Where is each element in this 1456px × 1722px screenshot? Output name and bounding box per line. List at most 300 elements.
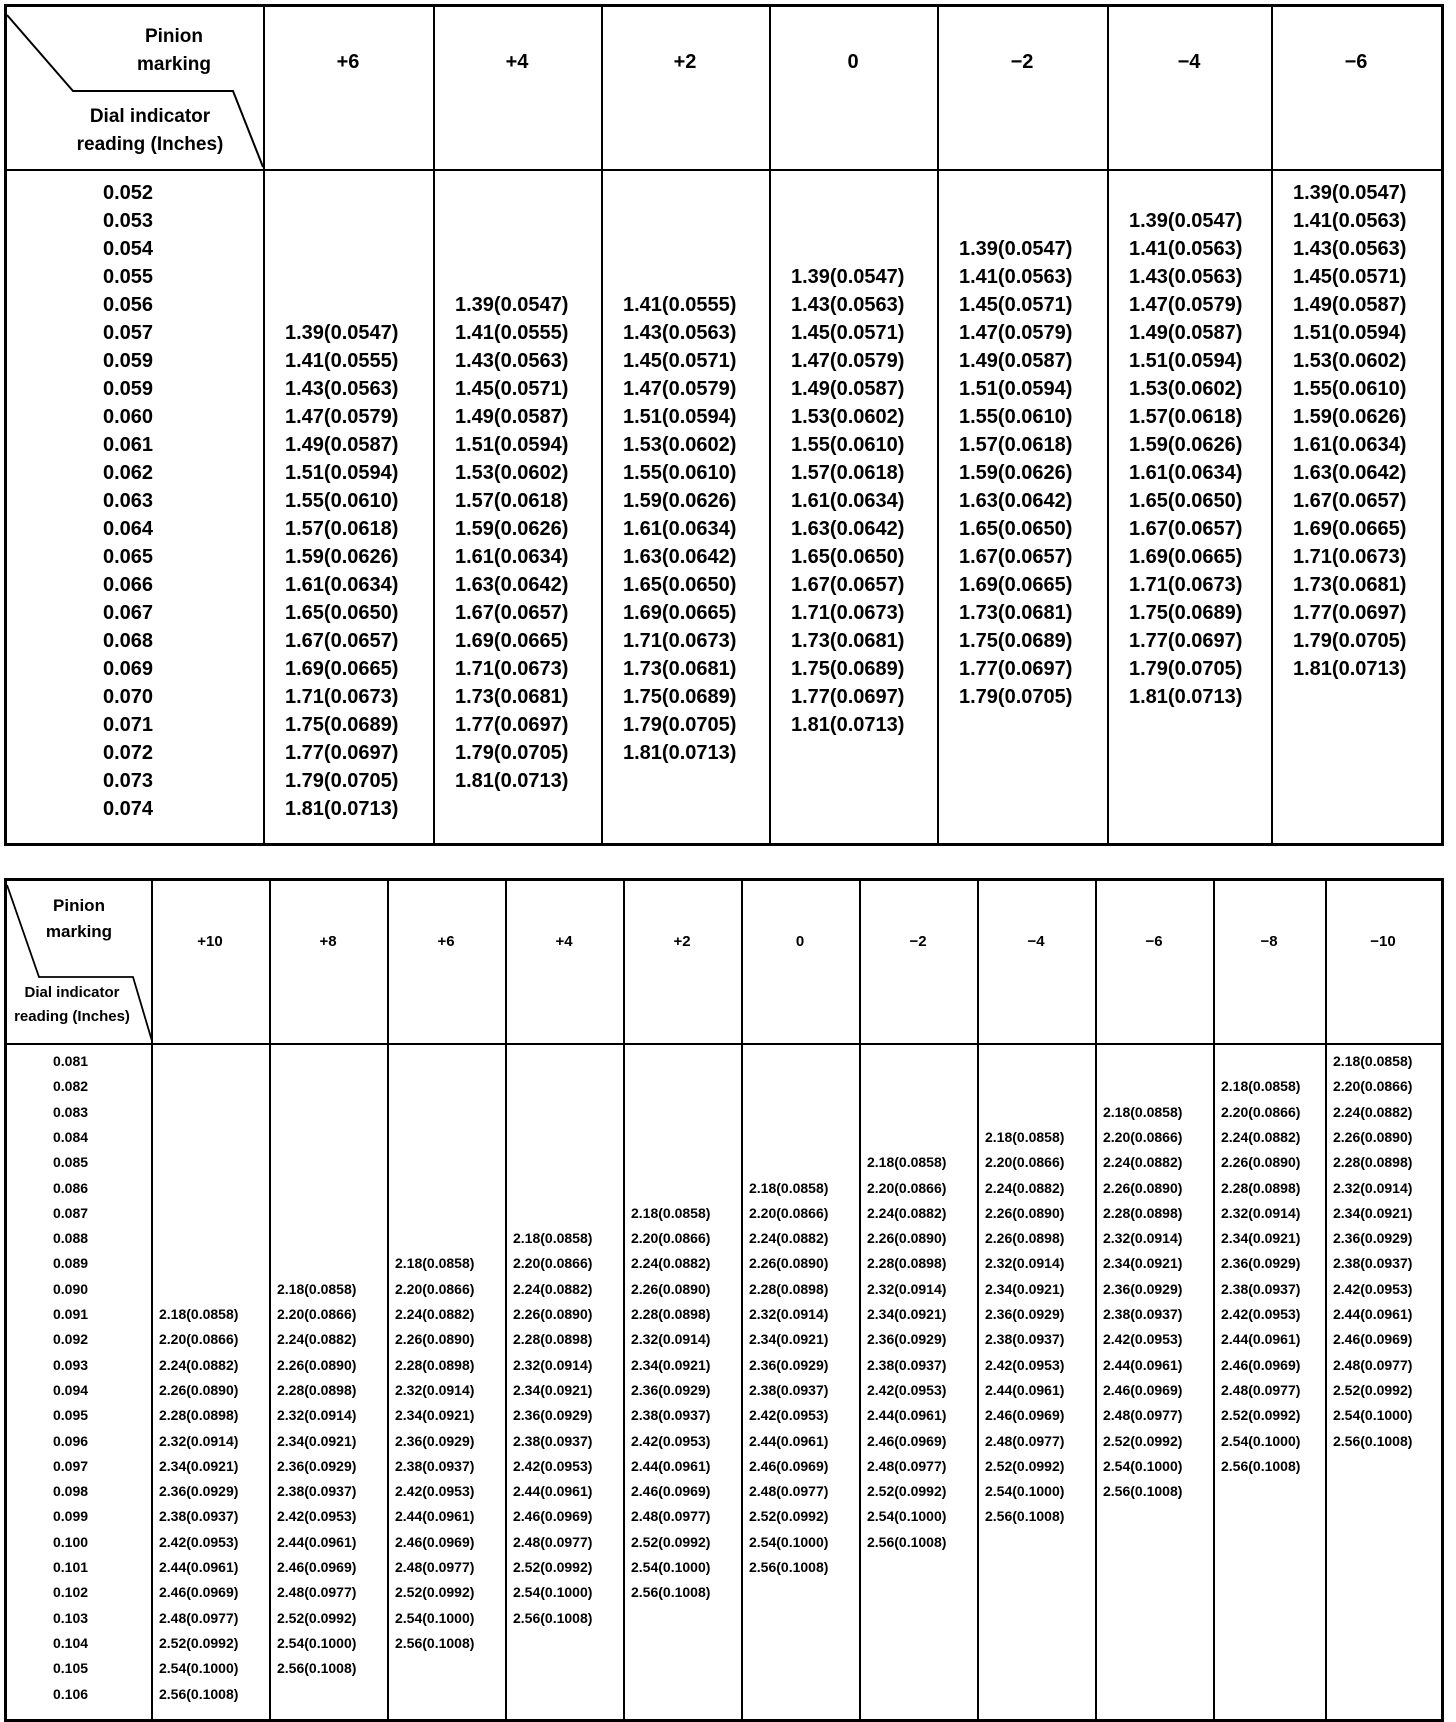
cell-value: 2.56(0.1008) — [395, 1634, 475, 1651]
cell-value: 2.26(0.0890) — [159, 1381, 239, 1398]
cell-value: 2.28(0.0898) — [1221, 1179, 1301, 1196]
dial-indicator-reading: 0.064 — [103, 518, 154, 540]
dial-indicator-reading: 0.085 — [53, 1154, 89, 1171]
cell-value: 2.38(0.0937) — [1103, 1306, 1183, 1322]
column-header-pinion-marking: +6 — [437, 933, 455, 950]
cell-value: 2.48(0.0977) — [513, 1533, 593, 1550]
cell-value: 1.49(0.0587) — [959, 350, 1073, 372]
cell-value: 2.56(0.1008) — [631, 1584, 711, 1601]
cell-value: 2.36(0.0929) — [395, 1432, 475, 1449]
cell-value: 2.56(0.1008) — [749, 1559, 829, 1575]
cell-value: 1.41(0.0555) — [455, 322, 569, 344]
cell-value: 2.52(0.0992) — [631, 1533, 711, 1550]
cell-value: 1.59(0.0626) — [1293, 406, 1407, 428]
cell-value: 2.56(0.1008) — [867, 1533, 947, 1550]
cell-value: 2.26(0.0890) — [513, 1306, 593, 1322]
dial-indicator-reading: 0.061 — [103, 434, 154, 456]
cell-value: 2.52(0.0992) — [277, 1609, 357, 1626]
column-header-pinion-marking: +2 — [673, 51, 697, 73]
cell-value: 2.26(0.0890) — [277, 1356, 357, 1373]
cell-value: 1.43(0.0563) — [1129, 266, 1243, 288]
cell-value: 2.34(0.0921) — [277, 1432, 357, 1449]
cell-value: 2.44(0.0961) — [1103, 1356, 1183, 1373]
cell-value: 2.52(0.0992) — [159, 1634, 239, 1651]
cell-value: 2.34(0.0921) — [867, 1306, 947, 1322]
cell-value: 2.24(0.0882) — [1221, 1128, 1301, 1145]
cell-value: 1.63(0.0642) — [1293, 462, 1407, 484]
corner-dial-indicator-reading: Dial indicator reading (Inches) — [76, 106, 224, 155]
cell-value: 2.24(0.0882) — [159, 1356, 239, 1373]
column-header-pinion-marking: 0 — [847, 51, 859, 73]
cell-value: 1.81(0.0713) — [791, 714, 905, 736]
cell-value: 1.57(0.0618) — [1129, 406, 1243, 428]
cell-value: 2.48(0.0977) — [277, 1584, 357, 1601]
cell-value: 2.44(0.0961) — [749, 1432, 829, 1449]
cell-value: 1.71(0.0673) — [623, 630, 737, 652]
dial-indicator-reading: 0.099 — [53, 1508, 89, 1525]
cell-value: 1.51(0.0594) — [1129, 350, 1243, 372]
table-header — [7, 881, 1441, 1045]
cell-value: 2.42(0.0953) — [159, 1533, 239, 1550]
cell-value: 2.42(0.0953) — [749, 1407, 829, 1424]
cell-value: 1.67(0.0657) — [455, 602, 569, 624]
dial-indicator-reading: 0.090 — [53, 1280, 89, 1297]
column-header-pinion-marking: −4 — [1027, 933, 1045, 950]
cell-value: 1.77(0.0697) — [1129, 630, 1243, 652]
cell-value: 2.28(0.0898) — [867, 1255, 947, 1272]
cell-value: 2.24(0.0882) — [1333, 1103, 1413, 1120]
cell-value: 2.32(0.0914) — [631, 1331, 711, 1348]
cell-value: 2.54(0.1000) — [1221, 1432, 1301, 1449]
cell-value: 2.46(0.0969) — [985, 1407, 1065, 1424]
dial-indicator-reading: 0.071 — [103, 714, 154, 736]
cell-value: 1.67(0.0657) — [959, 546, 1073, 568]
cell-value: 2.20(0.0866) — [513, 1255, 593, 1272]
cell-value: 1.51(0.0594) — [959, 378, 1073, 400]
cell-value: 2.24(0.0882) — [631, 1255, 711, 1272]
cell-value: 2.24(0.0882) — [277, 1331, 357, 1348]
cell-value: 1.79(0.0705) — [1293, 630, 1407, 652]
column-divider — [1325, 881, 1327, 1719]
dial-indicator-reading: 0.053 — [103, 210, 154, 232]
cell-value: 2.20(0.0866) — [1221, 1103, 1301, 1120]
cell-value: 2.54(0.1000) — [749, 1533, 829, 1550]
cell-value: 2.18(0.0858) — [513, 1230, 593, 1247]
column-header-pinion-marking: +4 — [555, 933, 573, 950]
cell-value: 2.48(0.0977) — [985, 1432, 1065, 1449]
cell-value: 1.59(0.0626) — [959, 462, 1073, 484]
cell-value: 1.53(0.0602) — [455, 462, 569, 484]
cell-value: 2.36(0.0929) — [631, 1381, 711, 1398]
cell-value: 1.63(0.0642) — [791, 518, 905, 540]
cell-value: 2.32(0.0914) — [1221, 1204, 1301, 1221]
cell-value: 1.77(0.0697) — [959, 658, 1073, 680]
cell-value: 2.56(0.1008) — [513, 1609, 593, 1626]
cell-value: 1.49(0.0587) — [285, 434, 399, 456]
cell-value: 1.79(0.0705) — [455, 742, 569, 764]
cell-value: 2.36(0.0929) — [159, 1483, 239, 1500]
cell-value: 2.34(0.0921) — [631, 1356, 711, 1373]
cell-value: 1.67(0.0657) — [1129, 518, 1243, 540]
cell-value: 1.73(0.0681) — [959, 602, 1073, 624]
cell-value: 2.28(0.0898) — [395, 1356, 475, 1373]
dial-indicator-reading: 0.105 — [53, 1660, 89, 1677]
cell-value: 1.59(0.0626) — [1129, 434, 1243, 456]
cell-value: 2.54(0.1000) — [985, 1483, 1065, 1500]
cell-value: 1.43(0.0563) — [791, 294, 905, 316]
cell-value: 2.36(0.0929) — [513, 1407, 593, 1424]
column-header-pinion-marking: 0 — [795, 933, 805, 950]
cell-value: 2.18(0.0858) — [749, 1179, 829, 1196]
cell-value: 2.34(0.0921) — [513, 1381, 593, 1398]
cell-value: 1.47(0.0579) — [1129, 294, 1243, 316]
cell-value: 2.26(0.0890) — [1333, 1128, 1413, 1145]
cell-value: 2.56(0.1008) — [159, 1685, 239, 1702]
cell-value: 1.73(0.0681) — [455, 686, 569, 708]
cell-value: 2.46(0.0969) — [631, 1483, 711, 1500]
cell-value: 2.36(0.0929) — [277, 1457, 357, 1474]
cell-value: 1.45(0.0571) — [455, 378, 569, 400]
cell-value: 2.20(0.0866) — [1103, 1128, 1183, 1145]
column-header-pinion-marking: −2 — [909, 933, 927, 950]
dial-indicator-reading: 0.066 — [103, 574, 154, 596]
cell-value: 1.45(0.0571) — [959, 294, 1073, 316]
cell-value: 1.75(0.0689) — [959, 630, 1073, 652]
column-divider — [433, 7, 435, 843]
cell-value: 2.28(0.0898) — [1333, 1154, 1413, 1171]
cell-value: 1.47(0.0579) — [959, 322, 1073, 344]
cell-value: 2.38(0.0937) — [867, 1356, 947, 1373]
cell-value: 1.53(0.0602) — [1293, 350, 1407, 372]
cell-value: 2.26(0.0890) — [631, 1280, 711, 1297]
cell-value: 1.45(0.0571) — [623, 350, 737, 372]
cell-value: 2.56(0.1008) — [277, 1660, 357, 1677]
cell-value: 1.69(0.0665) — [455, 630, 569, 652]
cell-value: 1.61(0.0634) — [1129, 462, 1243, 484]
cell-value: 2.44(0.0961) — [867, 1407, 947, 1424]
column-divider — [505, 881, 507, 1719]
cell-value: 2.34(0.0921) — [159, 1457, 239, 1474]
dial-indicator-reading: 0.094 — [53, 1381, 89, 1398]
dial-indicator-reading: 0.101 — [53, 1559, 89, 1575]
cell-value: 1.61(0.0634) — [285, 574, 399, 596]
cell-value: 1.41(0.0563) — [959, 266, 1073, 288]
cell-value: 2.52(0.0992) — [513, 1559, 593, 1575]
cell-value: 1.73(0.0681) — [791, 630, 905, 652]
cell-value: 2.24(0.0882) — [749, 1230, 829, 1247]
cell-value: 1.55(0.0610) — [623, 462, 737, 484]
cell-value: 1.61(0.0634) — [791, 490, 905, 512]
cell-value: 2.48(0.0977) — [749, 1483, 829, 1500]
cell-value: 2.42(0.0953) — [513, 1457, 593, 1474]
cell-value: 2.42(0.0953) — [395, 1483, 475, 1500]
cell-value: 1.63(0.0642) — [455, 574, 569, 596]
cell-value: 2.46(0.0969) — [1333, 1331, 1413, 1348]
cell-value: 2.38(0.0937) — [631, 1407, 711, 1424]
cell-value: 2.20(0.0866) — [985, 1154, 1065, 1171]
cell-value: 2.24(0.0882) — [985, 1179, 1065, 1196]
cell-value: 1.75(0.0689) — [1129, 602, 1243, 624]
column-divider — [1095, 881, 1097, 1719]
cell-value: 1.77(0.0697) — [1293, 602, 1407, 624]
cell-value: 2.32(0.0914) — [1333, 1179, 1413, 1196]
cell-value: 2.28(0.0898) — [631, 1306, 711, 1322]
cell-value: 1.47(0.0579) — [623, 378, 737, 400]
dial-indicator-reading: 0.091 — [53, 1306, 89, 1322]
cell-value: 2.54(0.1000) — [631, 1559, 711, 1575]
cell-value: 1.39(0.0547) — [1129, 210, 1243, 232]
dial-indicator-reading: 0.055 — [103, 266, 154, 288]
cell-value: 2.38(0.0937) — [159, 1508, 239, 1525]
cell-value: 1.41(0.0555) — [623, 294, 737, 316]
cell-value: 1.77(0.0697) — [791, 686, 905, 708]
cell-value: 1.57(0.0618) — [285, 518, 399, 540]
cell-value: 1.53(0.0602) — [1129, 378, 1243, 400]
cell-value: 1.55(0.0610) — [285, 490, 399, 512]
dial-indicator-reading: 0.062 — [103, 462, 154, 484]
cell-value: 1.43(0.0563) — [623, 322, 737, 344]
cell-value: 1.55(0.0610) — [1293, 378, 1407, 400]
cell-value: 2.28(0.0898) — [749, 1280, 829, 1297]
cell-value: 1.75(0.0689) — [285, 714, 399, 736]
cell-value: 1.65(0.0650) — [791, 546, 905, 568]
dial-indicator-reading: 0.102 — [53, 1584, 89, 1601]
cell-value: 2.28(0.0898) — [1103, 1204, 1183, 1221]
dial-indicator-reading: 0.054 — [103, 238, 154, 260]
cell-value: 1.61(0.0634) — [455, 546, 569, 568]
cell-value: 1.65(0.0650) — [959, 518, 1073, 540]
cell-value: 2.54(0.1000) — [513, 1584, 593, 1601]
column-header-pinion-marking: +4 — [505, 51, 529, 73]
cell-value: 2.46(0.0969) — [395, 1533, 475, 1550]
column-header-pinion-marking: −8 — [1260, 933, 1278, 950]
dial-indicator-reading: 0.084 — [53, 1128, 89, 1145]
cell-value: 1.75(0.0689) — [791, 658, 905, 680]
cell-value: 1.51(0.0594) — [455, 434, 569, 456]
cell-value: 2.24(0.0882) — [867, 1204, 947, 1221]
cell-value: 1.69(0.0665) — [1293, 518, 1407, 540]
cell-value: 2.34(0.0921) — [985, 1280, 1065, 1297]
cell-value: 2.42(0.0953) — [1103, 1331, 1183, 1348]
cell-value: 1.39(0.0547) — [791, 266, 905, 288]
cell-value: 2.32(0.0914) — [749, 1306, 829, 1322]
cell-value: 2.44(0.0961) — [395, 1508, 475, 1525]
cell-value: 2.28(0.0898) — [513, 1331, 593, 1348]
cell-value: 2.46(0.0969) — [1221, 1356, 1301, 1373]
cell-value: 2.26(0.0890) — [749, 1255, 829, 1272]
cell-value: 2.34(0.0921) — [395, 1407, 475, 1424]
dial-indicator-reading: 0.063 — [103, 490, 154, 512]
dial-indicator-reading: 0.106 — [53, 1685, 89, 1702]
cell-value: 2.20(0.0866) — [631, 1230, 711, 1247]
column-header-pinion-marking: −6 — [1344, 51, 1368, 73]
cell-value: 2.36(0.0929) — [1333, 1230, 1413, 1247]
cell-value: 1.67(0.0657) — [285, 630, 399, 652]
cell-value: 2.32(0.0914) — [985, 1255, 1065, 1272]
column-divider — [769, 7, 771, 843]
corner-pinion-marking: Pinion marking — [137, 26, 211, 75]
cell-value: 2.18(0.0858) — [1333, 1053, 1413, 1069]
cell-value: 1.81(0.0713) — [285, 798, 399, 820]
column-divider — [263, 7, 265, 843]
cell-value: 1.49(0.0587) — [455, 406, 569, 428]
cell-value: 2.32(0.0914) — [513, 1356, 593, 1373]
cell-value: 1.51(0.0594) — [623, 406, 737, 428]
cell-value: 1.65(0.0650) — [1129, 490, 1243, 512]
column-header-pinion-marking: +10 — [197, 933, 223, 950]
cell-value: 1.71(0.0673) — [455, 658, 569, 680]
column-divider — [269, 881, 271, 1719]
column-header-pinion-marking: −2 — [1010, 51, 1034, 73]
dial-indicator-reading: 0.103 — [53, 1609, 89, 1626]
cell-value: 2.44(0.0961) — [1333, 1306, 1413, 1322]
cell-value: 2.38(0.0937) — [513, 1432, 593, 1449]
cell-value: 2.38(0.0937) — [1333, 1255, 1413, 1272]
cell-value: 2.54(0.1000) — [395, 1609, 475, 1626]
cell-value: 2.38(0.0937) — [985, 1331, 1065, 1348]
dial-indicator-reading: 0.065 — [103, 546, 154, 568]
dial-indicator-reading: 0.052 — [103, 182, 154, 204]
cell-value: 2.52(0.0992) — [395, 1584, 475, 1601]
cell-value: 2.24(0.0882) — [513, 1280, 593, 1297]
cell-value: 1.39(0.0547) — [959, 238, 1073, 260]
cell-value: 2.44(0.0961) — [985, 1381, 1065, 1398]
cell-value: 2.48(0.0977) — [395, 1559, 475, 1575]
dial-indicator-reading: 0.086 — [53, 1179, 89, 1196]
cell-value: 1.49(0.0587) — [1129, 322, 1243, 344]
cell-value: 2.36(0.0929) — [1221, 1255, 1301, 1272]
cell-value: 2.56(0.1008) — [985, 1508, 1065, 1525]
dial-indicator-reading: 0.082 — [53, 1078, 89, 1095]
cell-value: 1.55(0.0610) — [791, 434, 905, 456]
cell-value: 1.51(0.0594) — [285, 462, 399, 484]
dial-indicator-reading: 0.070 — [103, 686, 154, 708]
dial-indicator-reading: 0.072 — [103, 742, 154, 764]
cell-value: 1.47(0.0579) — [285, 406, 399, 428]
cell-value: 1.65(0.0650) — [623, 574, 737, 596]
cell-value: 1.55(0.0610) — [959, 406, 1073, 428]
cell-value: 2.38(0.0937) — [1221, 1280, 1301, 1297]
cell-value: 1.45(0.0571) — [1293, 266, 1407, 288]
cell-value: 1.41(0.0555) — [285, 350, 399, 372]
cell-value: 1.43(0.0563) — [285, 378, 399, 400]
cell-value: 1.67(0.0657) — [791, 574, 905, 596]
cell-value: 1.69(0.0665) — [623, 602, 737, 624]
cell-value: 2.52(0.0992) — [1221, 1407, 1301, 1424]
cell-value: 1.81(0.0713) — [623, 742, 737, 764]
cell-value: 2.46(0.0969) — [867, 1432, 947, 1449]
cell-value: 1.81(0.0713) — [455, 770, 569, 792]
cell-value: 2.32(0.0914) — [159, 1432, 239, 1449]
column-header-pinion-marking: +6 — [336, 51, 360, 73]
cell-value: 2.46(0.0969) — [159, 1584, 239, 1601]
cell-value: 2.56(0.1008) — [1221, 1457, 1301, 1474]
table-pinion-marking-1 — [4, 4, 1444, 846]
cell-value: 1.41(0.0563) — [1293, 210, 1407, 232]
column-header-pinion-marking: −6 — [1145, 933, 1163, 950]
column-divider — [387, 881, 389, 1719]
cell-value: 2.34(0.0921) — [1103, 1255, 1183, 1272]
cell-value: 2.52(0.0992) — [1103, 1432, 1183, 1449]
cell-value: 1.75(0.0689) — [623, 686, 737, 708]
cell-value: 2.26(0.0890) — [867, 1230, 947, 1247]
cell-value: 2.36(0.0929) — [867, 1331, 947, 1348]
cell-value: 2.52(0.0992) — [867, 1483, 947, 1500]
dial-indicator-reading: 0.081 — [53, 1053, 89, 1069]
cell-value: 2.48(0.0977) — [159, 1609, 239, 1626]
cell-value: 2.54(0.1000) — [867, 1508, 947, 1525]
cell-value: 2.36(0.0929) — [985, 1306, 1065, 1322]
cell-value: 2.38(0.0937) — [395, 1457, 475, 1474]
table-pinion-marking-2 — [4, 878, 1444, 1722]
cell-value: 1.67(0.0657) — [1293, 490, 1407, 512]
cell-value: 1.39(0.0547) — [455, 294, 569, 316]
cell-value: 2.48(0.0977) — [1221, 1381, 1301, 1398]
cell-value: 2.18(0.0858) — [395, 1255, 475, 1272]
dial-indicator-reading: 0.093 — [53, 1356, 89, 1373]
cell-value: 2.26(0.0890) — [985, 1204, 1065, 1221]
dial-indicator-reading: 0.067 — [103, 602, 154, 624]
cell-value: 2.20(0.0866) — [749, 1204, 829, 1221]
cell-value: 1.73(0.0681) — [1293, 574, 1407, 596]
cell-value: 2.28(0.0898) — [159, 1407, 239, 1424]
cell-value: 2.34(0.0921) — [1333, 1204, 1413, 1221]
cell-value: 2.42(0.0953) — [1221, 1306, 1301, 1322]
cell-value: 2.18(0.0858) — [631, 1204, 711, 1221]
dial-indicator-reading: 0.092 — [53, 1331, 89, 1348]
cell-value: 2.32(0.0914) — [1103, 1230, 1183, 1247]
dial-indicator-reading: 0.060 — [103, 406, 154, 428]
cell-value: 2.24(0.0882) — [395, 1306, 475, 1322]
cell-value: 1.39(0.0547) — [285, 322, 399, 344]
cell-value: 2.20(0.0866) — [867, 1179, 947, 1196]
cell-value: 2.18(0.0858) — [867, 1154, 947, 1171]
column-divider — [1107, 7, 1109, 843]
cell-value: 1.61(0.0634) — [623, 518, 737, 540]
corner-pinion-marking: Pinion marking — [45, 896, 113, 941]
column-divider — [623, 881, 625, 1719]
cell-value: 2.56(0.1008) — [1103, 1483, 1183, 1500]
cell-value: 2.52(0.0992) — [1333, 1381, 1413, 1398]
dial-indicator-reading: 0.057 — [103, 322, 154, 344]
cell-value: 1.57(0.0618) — [791, 462, 905, 484]
cell-value: 2.44(0.0961) — [513, 1483, 593, 1500]
cell-value: 1.69(0.0665) — [285, 658, 399, 680]
cell-value: 1.39(0.0547) — [1293, 182, 1407, 204]
cell-value: 2.52(0.0992) — [985, 1457, 1065, 1474]
cell-value: 2.32(0.0914) — [395, 1381, 475, 1398]
cell-value: 2.26(0.0890) — [1221, 1154, 1301, 1171]
dial-indicator-reading: 0.069 — [103, 658, 154, 680]
column-divider — [1271, 7, 1273, 843]
cell-value: 2.38(0.0937) — [277, 1483, 357, 1500]
cell-value: 1.57(0.0618) — [455, 490, 569, 512]
dial-indicator-reading: 0.073 — [103, 770, 154, 792]
cell-value: 1.79(0.0705) — [285, 770, 399, 792]
cell-value: 1.41(0.0563) — [1129, 238, 1243, 260]
cell-value: 2.36(0.0929) — [749, 1356, 829, 1373]
cell-value: 2.18(0.0858) — [159, 1306, 239, 1322]
cell-value: 1.71(0.0673) — [1293, 546, 1407, 568]
column-divider — [937, 7, 939, 843]
cell-value: 1.57(0.0618) — [959, 434, 1073, 456]
cell-value: 2.20(0.0866) — [1333, 1078, 1413, 1095]
cell-value: 2.18(0.0858) — [1221, 1078, 1301, 1095]
cell-value: 1.51(0.0594) — [1293, 322, 1407, 344]
cell-value: 1.63(0.0642) — [959, 490, 1073, 512]
cell-value: 2.18(0.0858) — [1103, 1103, 1183, 1120]
cell-value: 2.44(0.0961) — [277, 1533, 357, 1550]
